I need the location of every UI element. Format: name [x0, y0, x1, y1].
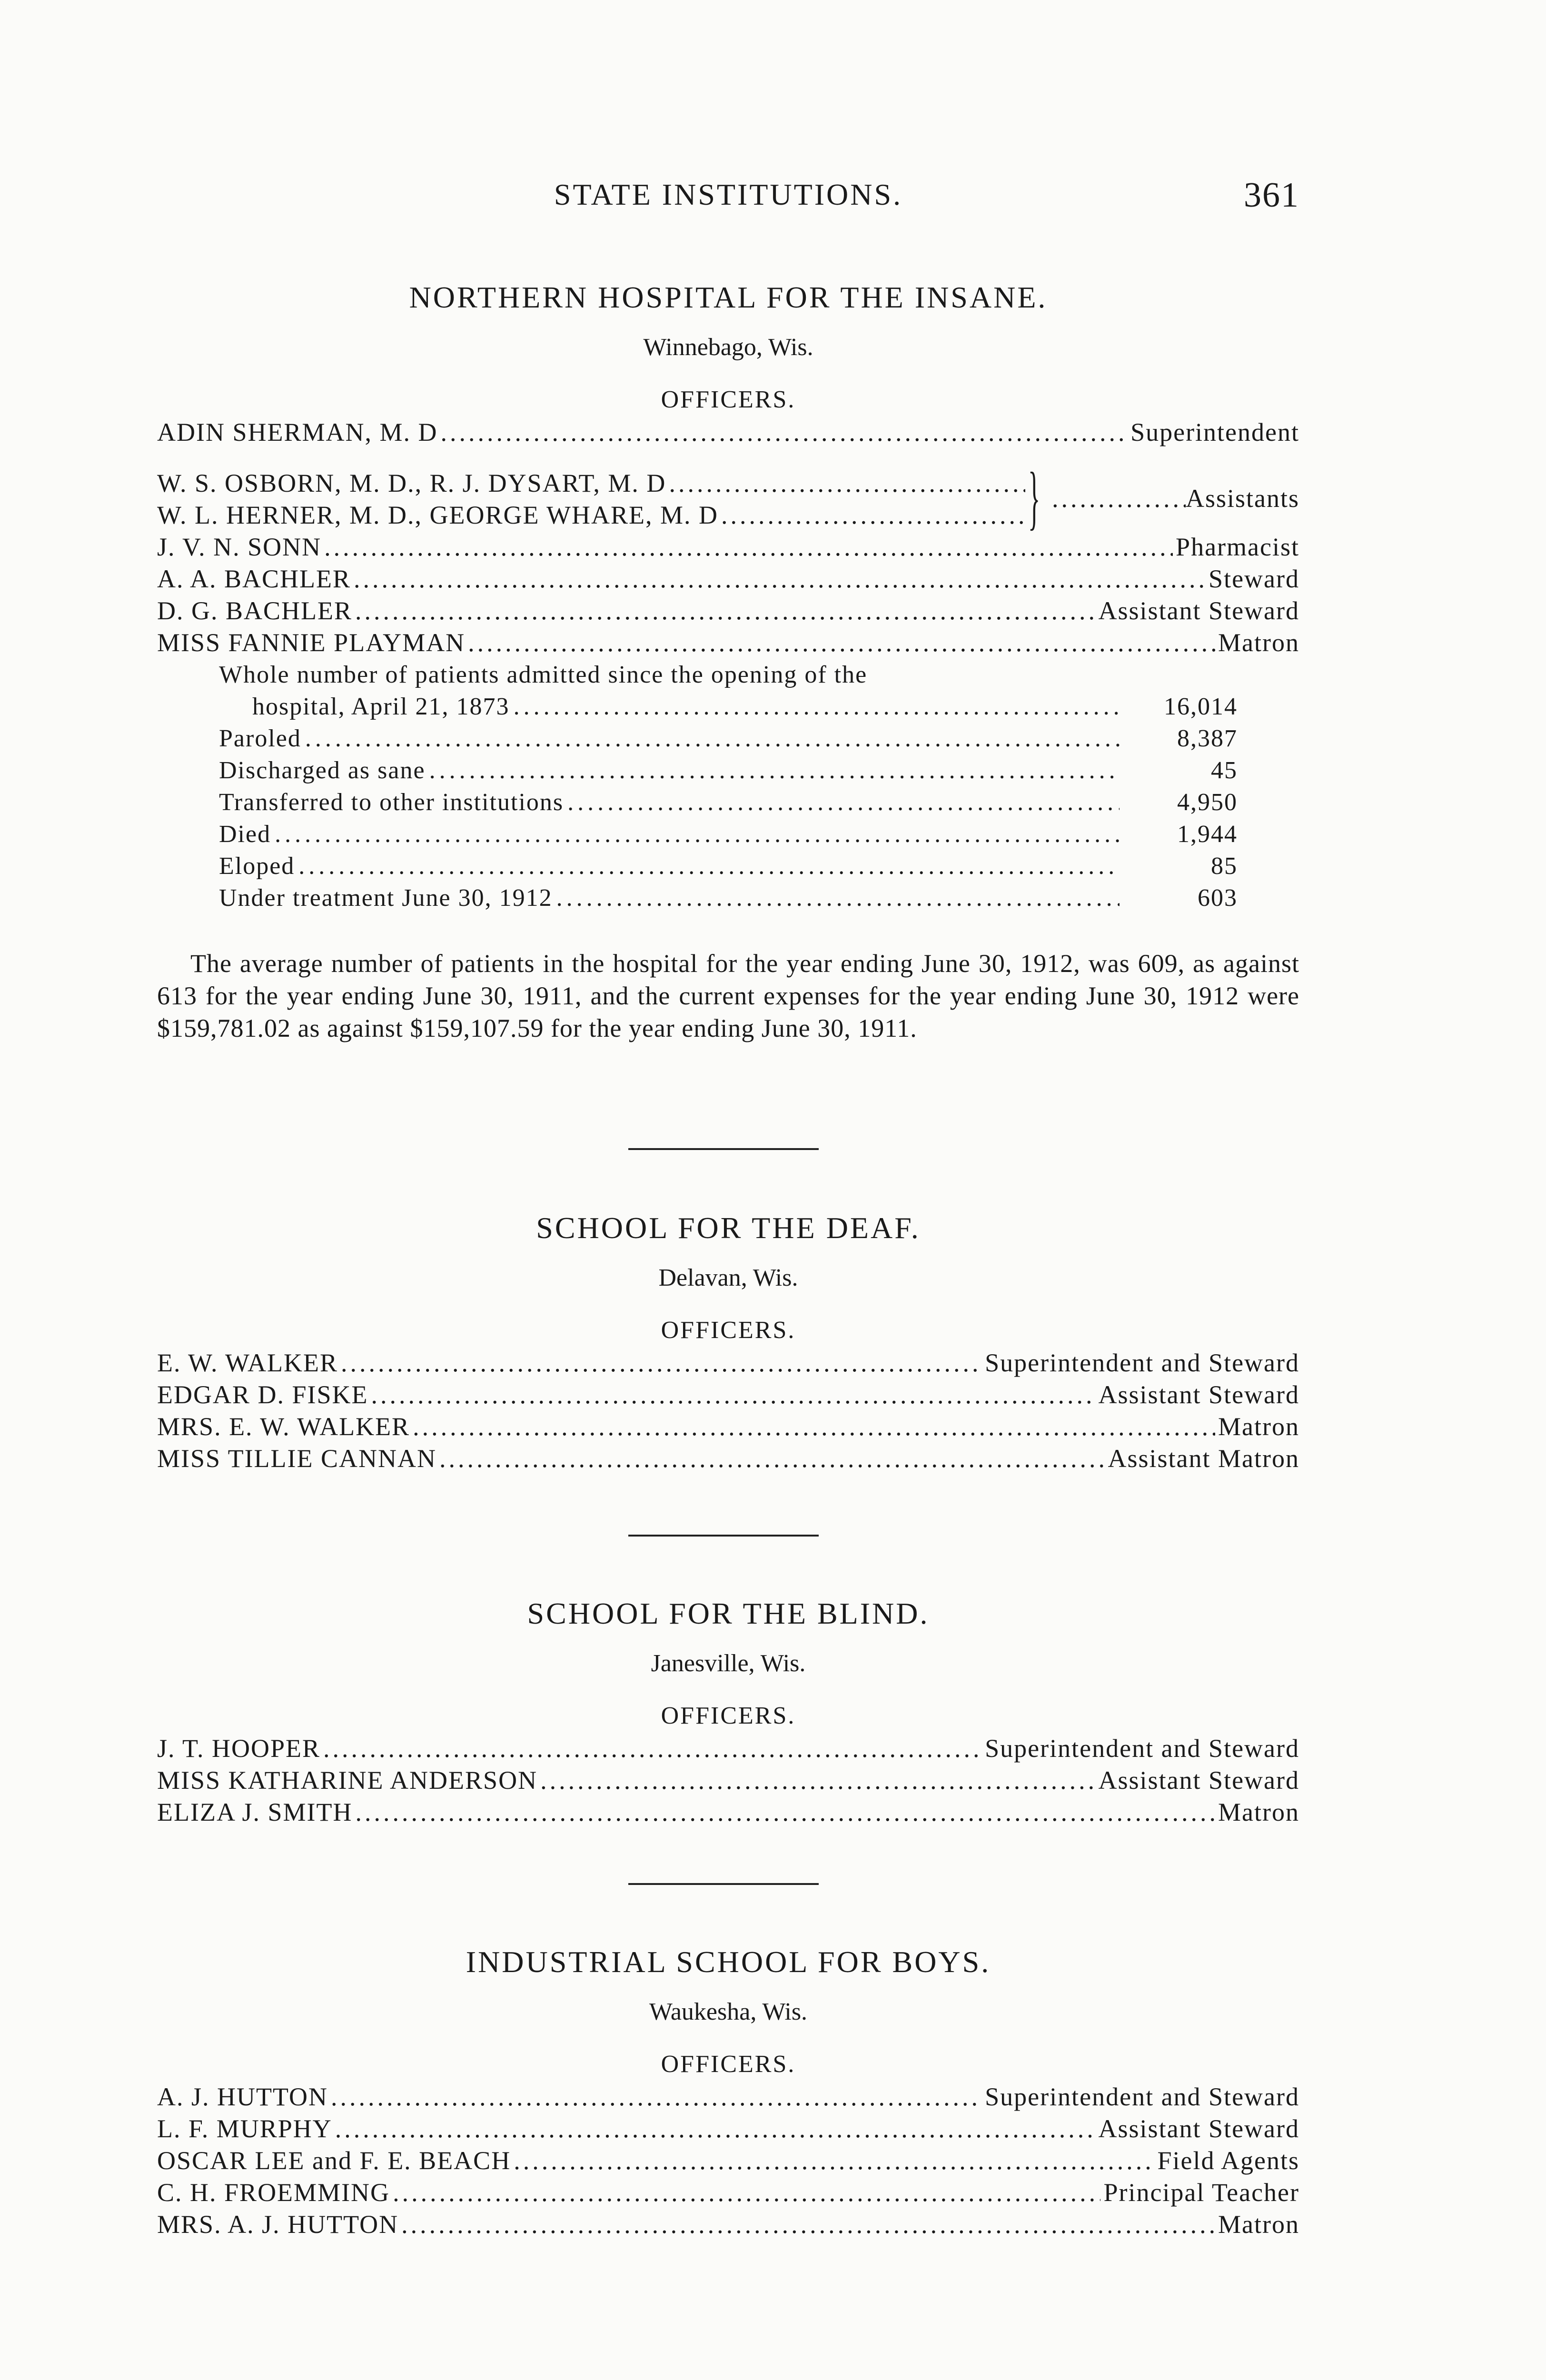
officer-role: Matron	[1218, 1412, 1299, 1441]
officer-name: MISS TILLIE CANNAN	[157, 1444, 436, 1473]
dot-leader	[439, 1443, 1105, 1475]
officer-name: A. J. HUTTON	[157, 2082, 328, 2111]
dot-leader	[275, 818, 1120, 850]
dot-leader	[514, 2145, 1154, 2177]
officer-list	[157, 1733, 1299, 1828]
officer-role: Superintendent and Steward	[985, 2082, 1299, 2111]
dot-leader	[413, 1411, 1215, 1443]
section-school-deaf	[157, 1209, 1299, 1475]
officer-row	[157, 2145, 1299, 2177]
dot-leader	[324, 531, 1173, 563]
statistic-row	[219, 723, 1299, 754]
dot-leader	[567, 786, 1120, 818]
officer-row	[157, 1765, 1299, 1796]
officer-row	[157, 1733, 1299, 1765]
officer-row	[157, 1443, 1299, 1475]
officer-row	[157, 531, 1299, 563]
section-place: Waukesha, Wis.	[649, 1998, 808, 2025]
officer-name: E. W. WALKER	[157, 1349, 338, 1377]
officer-row	[157, 627, 1299, 659]
officer-name: MISS FANNIE PLAYMAN	[157, 628, 466, 657]
patient-statistics	[219, 659, 1299, 914]
officer-name: W. S. OSBORN, M. D., R. J. DYSART, M. D	[157, 469, 666, 497]
dot-leader	[556, 882, 1120, 914]
dot-leader	[401, 2209, 1215, 2241]
officer-name: D. G. BACHLER	[157, 596, 353, 625]
dot-leader	[721, 499, 1025, 531]
officers-heading: OFFICERS.	[661, 2051, 796, 2078]
officer-row	[157, 1411, 1299, 1443]
officer-name: MRS. A. J. HUTTON	[157, 2210, 399, 2239]
document-page	[157, 0, 1299, 2380]
officer-name: C. H. FROEMMING	[157, 2178, 390, 2207]
section-school-blind	[157, 1595, 1299, 1828]
officer-role: Assistant Steward	[1098, 1766, 1299, 1795]
dot-leader	[540, 1765, 1095, 1796]
section-divider	[628, 1148, 819, 1150]
stats-intro: Whole number of patients admitted since the opening of the	[219, 661, 868, 688]
statistic-value: 16,014	[1164, 693, 1238, 720]
dot-leader	[468, 627, 1215, 659]
officer-name: MISS KATHARINE ANDERSON	[157, 1766, 538, 1795]
statistic-row	[219, 818, 1299, 850]
dot-leader	[514, 691, 1120, 723]
officer-row	[157, 2081, 1299, 2113]
officer-row	[157, 1796, 1299, 1828]
page-number: 361	[1244, 176, 1299, 215]
officer-role: Superintendent	[1130, 418, 1299, 446]
statistic-label: Paroled	[219, 725, 301, 752]
statistic-row	[219, 850, 1299, 882]
statistic-row	[219, 754, 1299, 786]
dot-leader	[341, 1347, 982, 1379]
dot-leader	[354, 563, 1206, 595]
officer-role: Superintendent and Steward	[985, 1349, 1299, 1377]
officer-name: W. L. HERNER, M. D., GEORGE WHARE, M. D	[157, 501, 718, 529]
statistic-value: 1,944	[1177, 821, 1238, 848]
dot-leader	[393, 2177, 1100, 2209]
statistic-row	[219, 786, 1299, 818]
officer-row	[157, 416, 1299, 448]
officers-heading: OFFICERS.	[661, 1702, 796, 1729]
officer-row	[157, 595, 1299, 627]
dot-leader	[298, 850, 1120, 882]
officer-role: Principal Teacher	[1103, 2178, 1299, 2207]
section-title: SCHOOL FOR THE DEAF.	[536, 1211, 921, 1245]
officer-name: ELIZA J. SMITH	[157, 1798, 353, 1826]
officer-name: J. T. HOOPER	[157, 1734, 321, 1763]
officer-name: EDGAR D. FISKE	[157, 1380, 368, 1409]
officer-role: Superintendent and Steward	[985, 1734, 1299, 1763]
officer-row	[157, 563, 1299, 595]
section-title: INDUSTRIAL SCHOOL FOR BOYS.	[466, 1945, 991, 1979]
statistic-row	[219, 882, 1299, 914]
section-title: SCHOOL FOR THE BLIND.	[527, 1597, 930, 1630]
dot-leader	[335, 2113, 1096, 2145]
officer-role: Assistant Matron	[1108, 1444, 1299, 1473]
statistic-label: Under treatment June 30, 1912	[219, 884, 553, 912]
statistic-label: Died	[219, 821, 271, 848]
officer-row	[157, 1379, 1299, 1411]
officer-role: Assistants	[1185, 484, 1299, 513]
statistic-label: hospital, April 21, 1873	[252, 693, 510, 720]
running-head	[157, 177, 1299, 215]
officer-row	[157, 2177, 1299, 2209]
officer-list	[157, 1347, 1299, 1475]
dot-leader	[331, 2081, 982, 2113]
section-divider	[628, 1883, 819, 1885]
dot-leader	[355, 595, 1096, 627]
dot-leader	[323, 1733, 982, 1765]
officers-heading: OFFICERS.	[661, 386, 796, 413]
dot-leader	[371, 1379, 1096, 1411]
officer-role: Field Agents	[1157, 2146, 1299, 2175]
officer-name: L. F. MURPHY	[157, 2114, 332, 2143]
officer-row	[157, 2113, 1299, 2145]
officer-name: A. A. BACHLER	[157, 565, 351, 593]
section-place: Janesville, Wis.	[651, 1650, 806, 1677]
statistic-value: 4,950	[1177, 789, 1238, 816]
statistic-row	[219, 691, 1299, 723]
section-place: Delavan, Wis.	[658, 1264, 798, 1291]
officer-role: Matron	[1218, 1798, 1299, 1826]
assistants-group	[157, 458, 1299, 537]
officer-row	[157, 1347, 1299, 1379]
officer-name: J. V. N. SONN	[157, 533, 322, 561]
dot-leader	[441, 416, 1128, 448]
curly-brace-icon: }	[1028, 458, 1041, 537]
officer-row	[157, 499, 1028, 531]
section-industrial-school	[157, 1943, 1299, 2241]
statistic-label: Transferred to other institutions	[219, 789, 564, 816]
section-divider	[628, 1535, 819, 1537]
dot-leader	[1052, 484, 1186, 513]
officer-role: Steward	[1209, 565, 1299, 593]
officer-name: OSCAR LEE and F. E. BEACH	[157, 2146, 511, 2175]
paragraph-text: The average number of patients in the hospital for the year ending June 30, 1912, was 609, as against 613 for the year ending June 30, 1911, and the current expenses for the year ending June 30, 1912 were $159,781.02 as against $159,107.59 for the year ending June 30, 1911.	[157, 949, 1299, 1042]
statistic-value: 85	[1211, 853, 1238, 880]
statistic-label: Eloped	[219, 853, 295, 880]
officer-role: Assistant Steward	[1098, 596, 1299, 625]
officer-list	[157, 2081, 1299, 2241]
statistic-value: 8,387	[1177, 725, 1238, 752]
dot-leader	[429, 754, 1120, 786]
officer-role: Assistant Steward	[1098, 2114, 1299, 2143]
statistic-value: 45	[1211, 757, 1238, 784]
dot-leader	[355, 1796, 1215, 1828]
section-title: NORTHERN HOSPITAL FOR THE INSANE.	[409, 280, 1048, 314]
officers-heading: OFFICERS.	[661, 1317, 796, 1344]
officer-row	[157, 467, 1028, 499]
running-head-title: STATE INSTITUTIONS.	[554, 178, 903, 211]
dot-leader	[305, 723, 1120, 754]
officer-name: ADIN SHERMAN, M. D	[157, 418, 438, 446]
officer-row	[157, 2209, 1299, 2241]
officer-list	[157, 531, 1299, 659]
officer-name: MRS. E. W. WALKER	[157, 1412, 410, 1441]
section-northern-hospital	[157, 278, 1299, 1044]
dot-leader	[669, 467, 1025, 499]
officer-role: Pharmacist	[1176, 533, 1299, 561]
summary-paragraph	[157, 947, 1299, 1044]
statistic-label: Discharged as sane	[219, 757, 426, 784]
section-place: Winnebago, Wis.	[643, 334, 813, 361]
officer-role: Assistant Steward	[1098, 1380, 1299, 1409]
officer-role: Matron	[1218, 628, 1299, 657]
statistic-value: 603	[1198, 884, 1238, 912]
officer-role: Matron	[1218, 2210, 1299, 2239]
